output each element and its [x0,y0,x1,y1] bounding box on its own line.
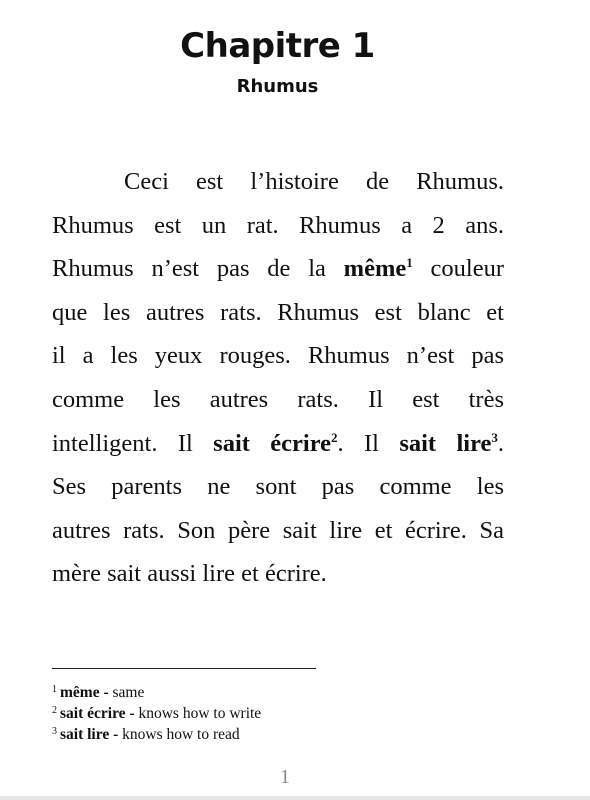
footnote-definition: knows how to write [138,705,262,722]
footnote-item [52,682,532,703]
footnote-separator: - [109,726,123,743]
footnote-term: sait écrire [60,705,126,722]
footnotes [52,682,532,745]
paragraph-line [52,247,504,291]
line-text: . [497,429,505,457]
line-text: Ses parents ne sont pas comme les [52,473,504,501]
footnote-ref: 2 [331,429,338,445]
glossary-term: sait écrire [213,429,332,457]
line-text: mère sait aussi lire et écrire. [52,560,327,588]
footnote-item [52,703,532,724]
glossary-term: sait lire [399,429,492,457]
paragraph-line [52,291,504,335]
paragraph-line [52,378,504,422]
paragraph-line [52,160,504,204]
chapter-title: Chapitre 1 [180,26,375,66]
footnote-separator: - [99,684,113,701]
paragraph-line [52,204,504,248]
line-text: Rhumus n’est pas de la [52,255,344,283]
line-text: autres rats. Son père sait lire et écrire. Sa [52,516,504,544]
line-text: il a les yeux rouges. Rhumus n’est pas [52,342,504,370]
story-paragraph [52,160,504,596]
footnote-number: 1 [52,684,57,695]
footnote-separator: - [125,705,139,722]
paragraph-line [52,552,504,596]
line-text: comme les autres rats. Il est très [52,385,504,413]
paragraph-line [52,334,504,378]
line-text: Ceci est l’histoire de Rhumus. [124,168,504,195]
footnote-definition: knows how to read [122,726,240,743]
footnote-term: même [60,684,100,701]
paragraph-line [52,422,504,466]
footnote-number: 3 [52,726,57,737]
line-text: couleur [412,255,504,283]
page-number: 1 [280,766,290,788]
line-text: intelligent. Il [52,429,214,457]
chapter-subtitle: Rhumus [236,76,319,97]
footnote-term: sait lire [60,726,110,743]
footnote-divider [52,668,316,669]
footnote-number: 2 [52,705,57,716]
glossary-term: même [343,255,407,283]
line-text: . Il [337,429,400,457]
paragraph-line [52,465,504,509]
footnote-ref: 3 [491,429,498,445]
footnote-ref: 1 [406,255,413,271]
line-text: Rhumus est un rat. Rhumus a 2 ans. [52,211,504,239]
paragraph-line [52,509,504,553]
page-bottom-edge [0,796,590,800]
footnote-item [52,724,532,745]
line-text: que les autres rats. Rhumus est blanc et [52,298,504,326]
footnote-definition: same [112,684,145,701]
